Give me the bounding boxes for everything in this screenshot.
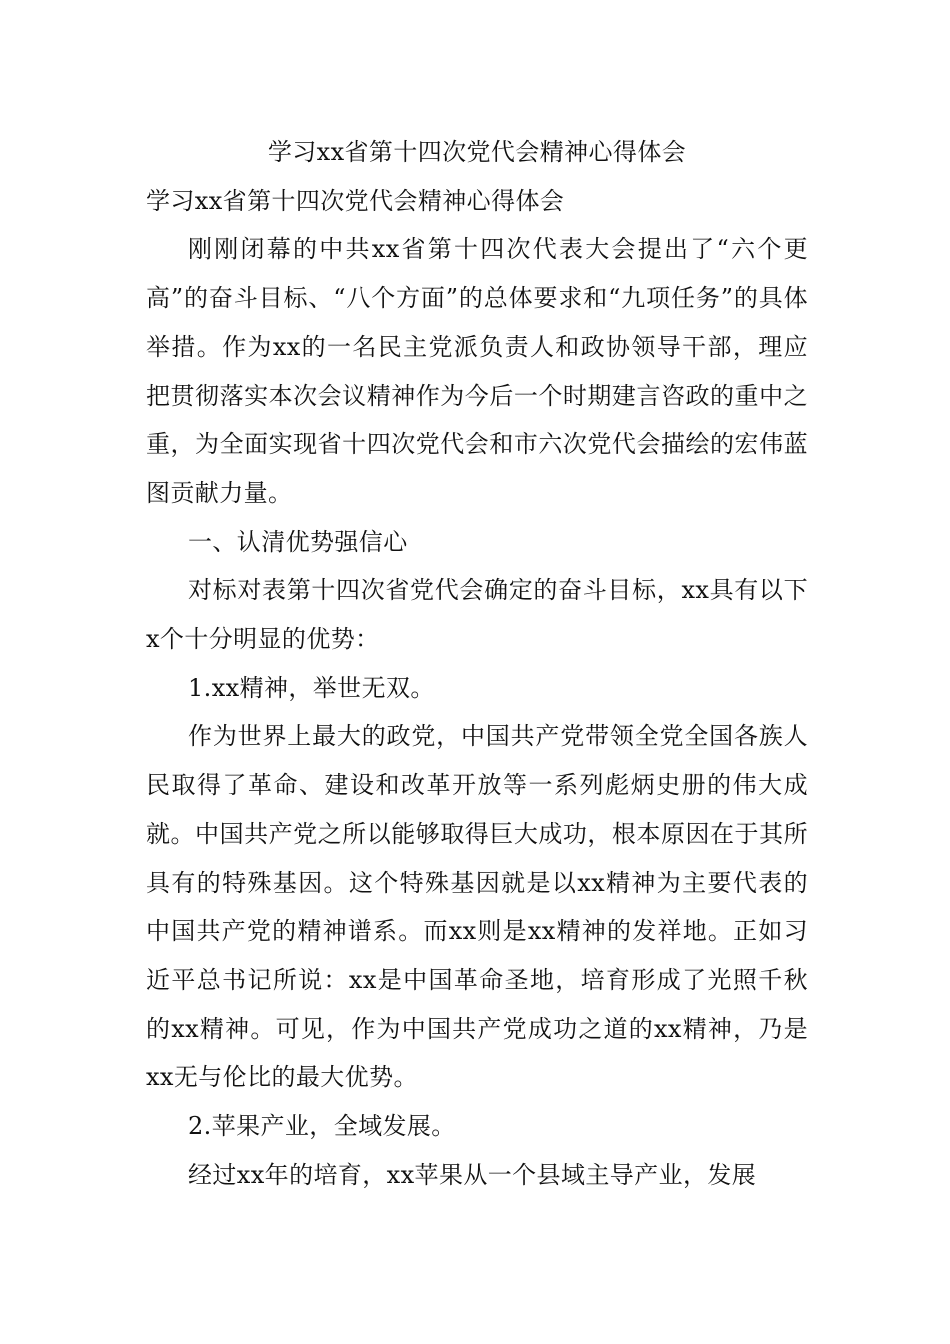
document-subtitle: 学习xx省第十四次党代会精神心得体会 <box>146 186 565 215</box>
paragraph-spirit: 作为世界上最大的政党，中国共产党带领全党全国各族人民取得了革命、建设和改革开放等一系列彪炳史册的伟大成就。中国共产党之所以能够取得巨大成功，根本原因在于其所具有的特殊基因。这个特殊基因就是以xx精神为主要代表的中国共产党的精神谱系。而xx则是xx精神的发祥地。正如习近平总书记所说：xx是中国革命圣地，培育形成了光照千秋的xx精神。可见，作为中国共产党成功之道的xx精神，乃是xx无与伦比的最大优势。 <box>146 722 808 1092</box>
section-heading-1: 一、认清优势强信心 <box>188 527 408 556</box>
subheading-1: 1.xx精神，举世无双。 <box>188 673 435 702</box>
paragraph-advantages: 对标对表第十四次省党代会确定的奋斗目标，xx具有以下x个十分明显的优势： <box>146 576 808 654</box>
paragraph-intro: 刚刚闭幕的中共xx省第十四次代表大会提出了“六个更高”的奋斗目标、“八个方面”的总体要求和“九项任务”的具体举措。作为xx的一名民主党派负责人和政协领导干部，理应把贯彻落实本次会议精神作为今后一个时期建言咨政的重中之重，为全面实现省十四次党代会和市六次党代会描绘的宏伟蓝图贡献力量。 <box>146 235 808 507</box>
document-title: 学习xx省第十四次党代会精神心得体会 <box>267 138 687 166</box>
document-body <box>146 128 808 1199</box>
paragraph-apple: 经过xx年的培育，xx苹果从一个县域主导产业，发展 <box>188 1160 757 1189</box>
subheading-2: 2.苹果产业，全域发展。 <box>188 1112 456 1141</box>
